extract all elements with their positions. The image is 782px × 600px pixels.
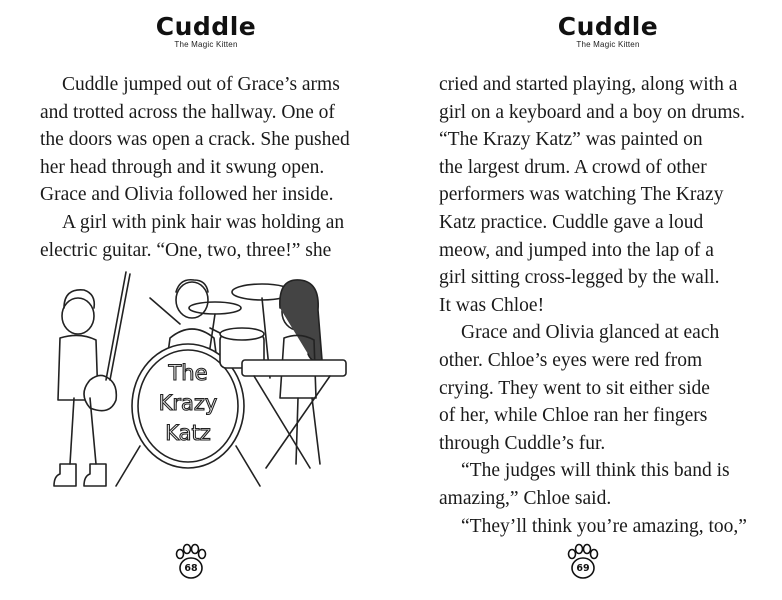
- text-line: “The judges will think this band is: [461, 460, 730, 482]
- text-line: electric guitar. “One, two, three!” she: [40, 239, 332, 261]
- cuddle-logo: [151, 14, 261, 49]
- text-line: meow, and jumped into the lap of a: [439, 239, 714, 261]
- drummer-head: [176, 282, 208, 318]
- logo-subtitle: The Magic Kitten: [576, 40, 640, 49]
- text-line: “They’ll think you’re amazing, too,”: [461, 515, 747, 537]
- text-line: other. Chloe’s eyes were red from: [439, 349, 703, 371]
- text-line: crying. They went to sit either side: [439, 377, 710, 399]
- page-number-badge: [563, 542, 603, 582]
- keyboard: [242, 360, 346, 376]
- text-line: Katz practice. Cuddle gave a loud: [439, 211, 704, 233]
- cuddle-logo: [553, 14, 663, 49]
- text-line: her head through and it swung open.: [40, 156, 325, 178]
- text-line: cried and started playing, along with a: [439, 74, 738, 95]
- logo-subtitle: The Magic Kitten: [174, 40, 238, 49]
- text-line: girl sitting cross-legged by the wall.: [439, 267, 720, 289]
- text-line: of her, while Chloe ran her fingers: [439, 405, 708, 427]
- page-number-badge: [171, 542, 211, 582]
- drum-text-the: The: [168, 361, 208, 385]
- cymbal: [189, 302, 241, 314]
- left-page-text: [40, 71, 370, 264]
- band-illustration: [30, 268, 360, 520]
- text-line: “The Krazy Katz” was painted on: [439, 129, 703, 151]
- page-number: 69: [576, 563, 590, 574]
- text-line: Grace and Olivia glanced at each: [461, 322, 720, 344]
- page-number: 68: [184, 563, 198, 574]
- guitarist-head: [62, 298, 94, 334]
- paw-print-icon: [171, 542, 211, 582]
- text-line: the largest drum. A crowd of other: [439, 156, 707, 178]
- drum-text-katz: Katz: [165, 421, 211, 445]
- right-page-text: [439, 71, 774, 540]
- logo-title: Cuddle: [557, 12, 659, 41]
- text-line: girl on a keyboard and a boy on drums.: [439, 101, 745, 123]
- text-line: Cuddle jumped out of Grace’s arms: [62, 74, 340, 95]
- text-line: It was Chloe!: [439, 294, 545, 316]
- drum-text-krazy: Krazy: [158, 391, 218, 415]
- text-line: Grace and Olivia followed her inside.: [40, 184, 334, 206]
- text-line: performers was watching The Krazy: [439, 184, 724, 206]
- text-line: the doors was open a crack. She pushed: [40, 129, 350, 151]
- logo-title: Cuddle: [155, 12, 257, 41]
- text-line: A girl with pink hair was holding an: [62, 211, 345, 233]
- electric-guitar: [84, 375, 116, 410]
- text-line: through Cuddle’s fur.: [439, 432, 606, 454]
- text-line: amazing,” Chloe said.: [439, 487, 612, 509]
- paw-print-icon: [563, 542, 603, 582]
- right-page: [391, 0, 782, 600]
- text-line: and trotted across the hallway. One of: [40, 101, 335, 123]
